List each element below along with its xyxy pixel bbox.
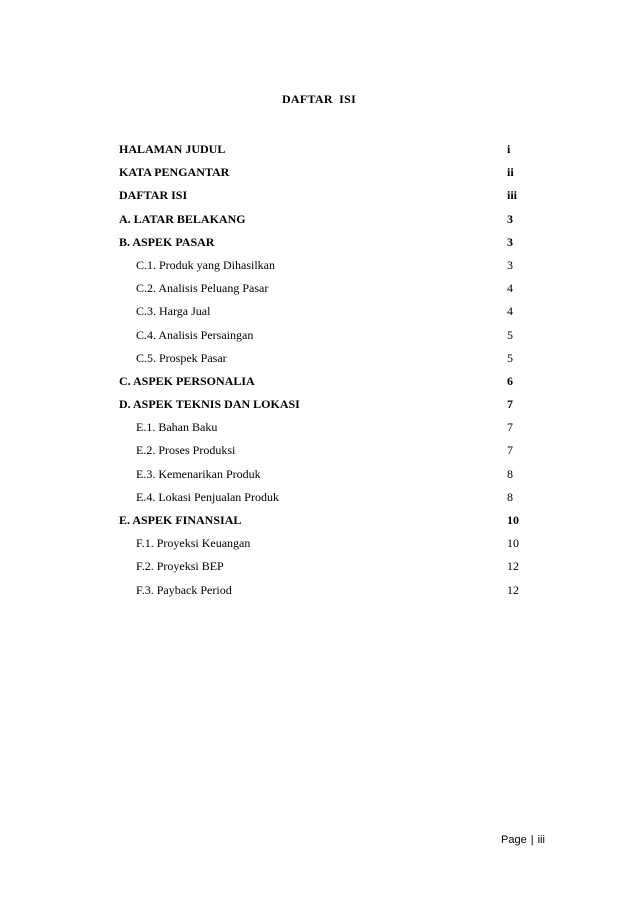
toc-entry bbox=[119, 208, 521, 231]
toc-entry-label: C.1. Produk yang Dihasilkan bbox=[136, 257, 275, 272]
toc-entry-label: DAFTAR ISI bbox=[119, 188, 188, 203]
toc-entry-label: E.1. Bahan Baku bbox=[136, 420, 218, 435]
toc-entry-label: HALAMAN JUDUL bbox=[119, 142, 226, 156]
toc-entry-page-number: 10 bbox=[507, 536, 519, 551]
toc-entry bbox=[119, 463, 521, 486]
toc-entry-label: B. ASPEK PASAR bbox=[119, 234, 215, 249]
toc-entry-label: C. ASPEK PERSONALIA bbox=[119, 373, 255, 388]
toc-entry-page-number: 8 bbox=[507, 466, 513, 481]
toc-entry-label: F.1. Proyeksi Keuangan bbox=[136, 536, 251, 551]
toc-entry bbox=[119, 393, 521, 416]
footer-separator: | bbox=[530, 834, 534, 846]
toc-entry-label: C.4. Analisis Persaingan bbox=[136, 327, 254, 342]
toc-entry-label: C.2. Analisis Peluang Pasar bbox=[136, 281, 269, 296]
toc-entry bbox=[119, 277, 521, 300]
toc-entry-label: KATA PENGANTAR bbox=[119, 165, 230, 180]
toc-entry-label: A. LATAR BELAKANG bbox=[119, 211, 246, 226]
toc-entry bbox=[119, 184, 521, 207]
toc-entry bbox=[119, 486, 521, 509]
toc-entry-page-number: 12 bbox=[507, 582, 519, 597]
toc-entry-page-number: 7 bbox=[507, 420, 513, 435]
footer-page-number: iii bbox=[537, 834, 545, 846]
toc-entry-label: E.3. Kemenarikan Produk bbox=[136, 466, 261, 481]
toc-entry bbox=[119, 161, 521, 184]
toc-entry-page-number: iii bbox=[507, 188, 518, 203]
toc-entry bbox=[119, 370, 521, 393]
toc-entry bbox=[119, 138, 521, 161]
toc-entry-label: C.5. Prospek Pasar bbox=[136, 350, 227, 365]
toc-entry bbox=[119, 300, 521, 323]
toc-entry-page-number: 4 bbox=[507, 281, 513, 296]
toc-entry-page-number: 3 bbox=[507, 257, 513, 272]
footer-page-word: Page bbox=[501, 834, 527, 846]
toc-entry-label: D. ASPEK TEKNIS DAN LOKASI bbox=[119, 397, 300, 412]
page-title: DAFTAR ISI bbox=[281, 92, 357, 106]
toc-entry-page-number: 7 bbox=[507, 397, 513, 412]
toc-entry-page-number: 3 bbox=[507, 211, 513, 226]
toc-entry bbox=[119, 579, 521, 602]
toc-entry-label: E. ASPEK FINANSIAL bbox=[119, 513, 242, 527]
toc-entry-label: F.2. Proyeksi BEP bbox=[136, 559, 224, 574]
toc-entry-page-number: 5 bbox=[507, 327, 513, 342]
toc-entry-label: E.2. Proses Produksi bbox=[136, 443, 236, 458]
toc-entry bbox=[119, 555, 521, 578]
table-of-contents bbox=[119, 138, 521, 602]
toc-entry-label: E.4. Lokasi Penjualan Produk bbox=[136, 489, 279, 504]
toc-entry-label: C.3. Harga Jual bbox=[136, 304, 211, 319]
toc-entry-page-number: i bbox=[507, 142, 511, 156]
toc-entry bbox=[119, 347, 521, 370]
toc-entry-page-number: 5 bbox=[507, 350, 513, 365]
toc-entry-page-number: 3 bbox=[507, 234, 513, 249]
toc-entry-page-number: 7 bbox=[507, 443, 513, 458]
toc-entry-page-number: ii bbox=[507, 165, 514, 180]
toc-entry-page-number: 10 bbox=[507, 513, 519, 527]
toc-entry bbox=[119, 231, 521, 254]
toc-entry bbox=[119, 439, 521, 462]
toc-entry bbox=[119, 254, 521, 277]
toc-entry-page-number: 8 bbox=[507, 489, 513, 504]
toc-entry bbox=[119, 532, 521, 555]
page-footer bbox=[501, 834, 545, 846]
toc-entry-page-number: 6 bbox=[507, 373, 513, 388]
toc-entry bbox=[119, 509, 521, 532]
toc-entry bbox=[119, 324, 521, 347]
toc-entry-page-number: 4 bbox=[507, 304, 513, 319]
toc-entry bbox=[119, 416, 521, 439]
toc-entry-page-number: 12 bbox=[507, 559, 519, 574]
toc-entry-label: F.3. Payback Period bbox=[136, 582, 232, 597]
